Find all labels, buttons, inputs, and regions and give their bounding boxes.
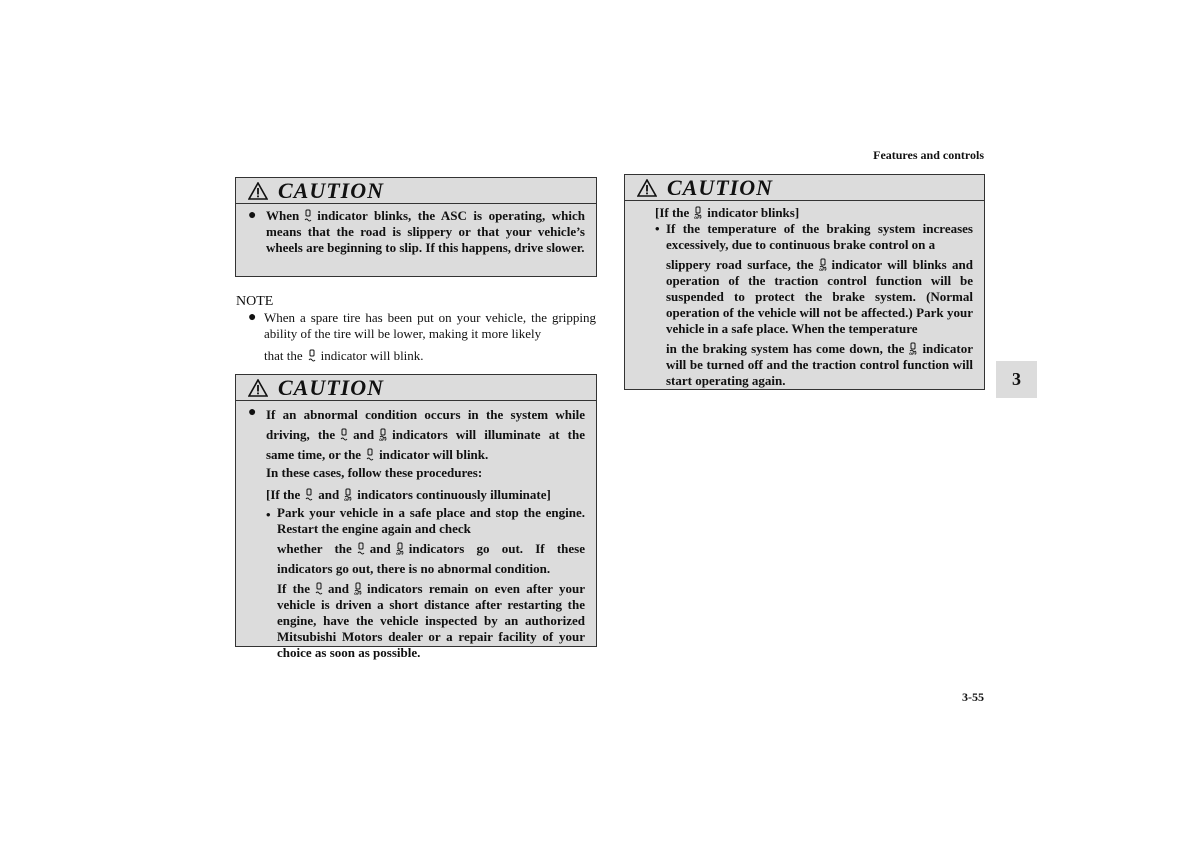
bullet-icon: ● xyxy=(248,405,257,420)
note-block xyxy=(236,294,596,366)
caution-subheading: [If the OFF indicator blinks] xyxy=(655,205,800,220)
svg-text:OFF: OFF xyxy=(818,267,827,271)
caution-box-brake-temperature xyxy=(624,174,985,390)
asc-off-indicator-icon xyxy=(343,488,353,501)
asc-indicator-icon xyxy=(307,349,317,362)
caution-text: Park your vehicle in a safe place and stop the engine. Restart the engine again and check whether the and OFF indicators go out. If these indicators go out, there is no abnormal condition. If the and OFF indicators remain on even after your vehicle is driven a short distance after restarting the engine, have the vehicle inspected by an authorized Mitsubishi Motors dealer or a repair facility of your choice as soon as possible. xyxy=(277,505,585,660)
bullet-icon: • xyxy=(655,221,660,236)
list-item xyxy=(248,208,585,256)
bullet-icon: ● xyxy=(248,310,257,325)
caution-header xyxy=(236,375,596,401)
svg-text:OFF: OFF xyxy=(354,591,362,595)
caution-body xyxy=(236,401,596,665)
asc-off-indicator-icon xyxy=(818,258,828,271)
caution-box-abnormal-condition xyxy=(235,374,597,660)
caution-text: If an abnormal condition occurs in the system while driving, the and OFF indicators will illuminate at the same time, or the indicator will blink. In these cases, follow these procedures: [If the and OFF indicators continuously illuminate] • Park your vehicle in a safe place and stop the engine. Restart the engine again and check whether the and OFF indicators go out. If these indicators go out, there is no abnormal condition. If the and OFF indicators remain on even after your vehicle is driven a short distance after restarting the engine, have the vehicle inspected by an authorized Mitsubishi Motors dealer or a repair facility of your choice as soon as possible. xyxy=(266,407,585,660)
list-item xyxy=(655,221,973,389)
asc-indicator-icon xyxy=(304,488,314,501)
list-item xyxy=(236,310,596,366)
caution-subheading: [If the and OFF indicators continuously illuminate] xyxy=(266,487,551,502)
page-number: 3-55 xyxy=(962,690,984,704)
caution-title: CAUTION xyxy=(278,177,385,203)
bullet-icon: • xyxy=(266,507,271,522)
caution-text: If the temperature of the braking system increases excessively, due to continuous brake control on a slippery road surface, the OFF indicator will blinks and operation of the traction control function will be suspended to protect the brake system. (Normal operation of the vehicle will not be affected.) Park your vehicle in a safe place. When the temperature in the braking system has come down, the OFF indicator will be turned off and the traction control function will start operating again. xyxy=(666,221,973,388)
section-title: Features and controls xyxy=(873,148,984,162)
asc-indicator-icon xyxy=(303,209,313,222)
caution-title: CAUTION xyxy=(667,174,774,200)
warning-triangle-icon xyxy=(637,179,657,197)
note-text: When a spare tire has been put on your vehicle, the gripping ability of the tire will be lower, making it more likely that the indicator will blink. xyxy=(264,310,596,363)
list-item xyxy=(266,505,585,661)
svg-text:OFF: OFF xyxy=(379,437,388,441)
svg-text:OFF: OFF xyxy=(344,497,353,501)
caution-header xyxy=(625,175,984,201)
svg-text:OFF: OFF xyxy=(694,215,703,219)
list-item xyxy=(248,405,585,661)
asc-off-indicator-icon xyxy=(693,206,703,219)
warning-triangle-icon xyxy=(248,182,268,200)
asc-indicator-icon xyxy=(339,428,349,441)
caution-title: CAUTION xyxy=(278,374,385,400)
svg-text:OFF: OFF xyxy=(909,351,918,355)
warning-triangle-icon xyxy=(248,379,268,397)
asc-indicator-icon xyxy=(314,582,324,595)
asc-off-indicator-icon xyxy=(353,582,363,595)
asc-indicator-icon xyxy=(356,542,366,555)
caution-text: When indicator blinks, the ASC is operating, which means that the road is slippery or that your vehicle’s wheels are beginning to slip. If this happens, drive slower. xyxy=(266,208,585,255)
asc-indicator-icon xyxy=(365,448,375,461)
asc-off-indicator-icon xyxy=(378,428,388,441)
caution-box-asc-blink xyxy=(235,177,597,277)
chapter-tab: 3 xyxy=(996,361,1037,398)
caution-header xyxy=(236,178,596,204)
caution-body xyxy=(625,201,984,393)
caution-body xyxy=(236,204,596,260)
bullet-icon: ● xyxy=(248,208,257,223)
note-label: NOTE xyxy=(236,294,274,309)
caution-text: In these cases, follow these procedures: xyxy=(266,465,483,480)
asc-off-indicator-icon xyxy=(908,342,918,355)
asc-off-indicator-icon xyxy=(395,542,405,555)
svg-text:OFF: OFF xyxy=(395,551,404,555)
